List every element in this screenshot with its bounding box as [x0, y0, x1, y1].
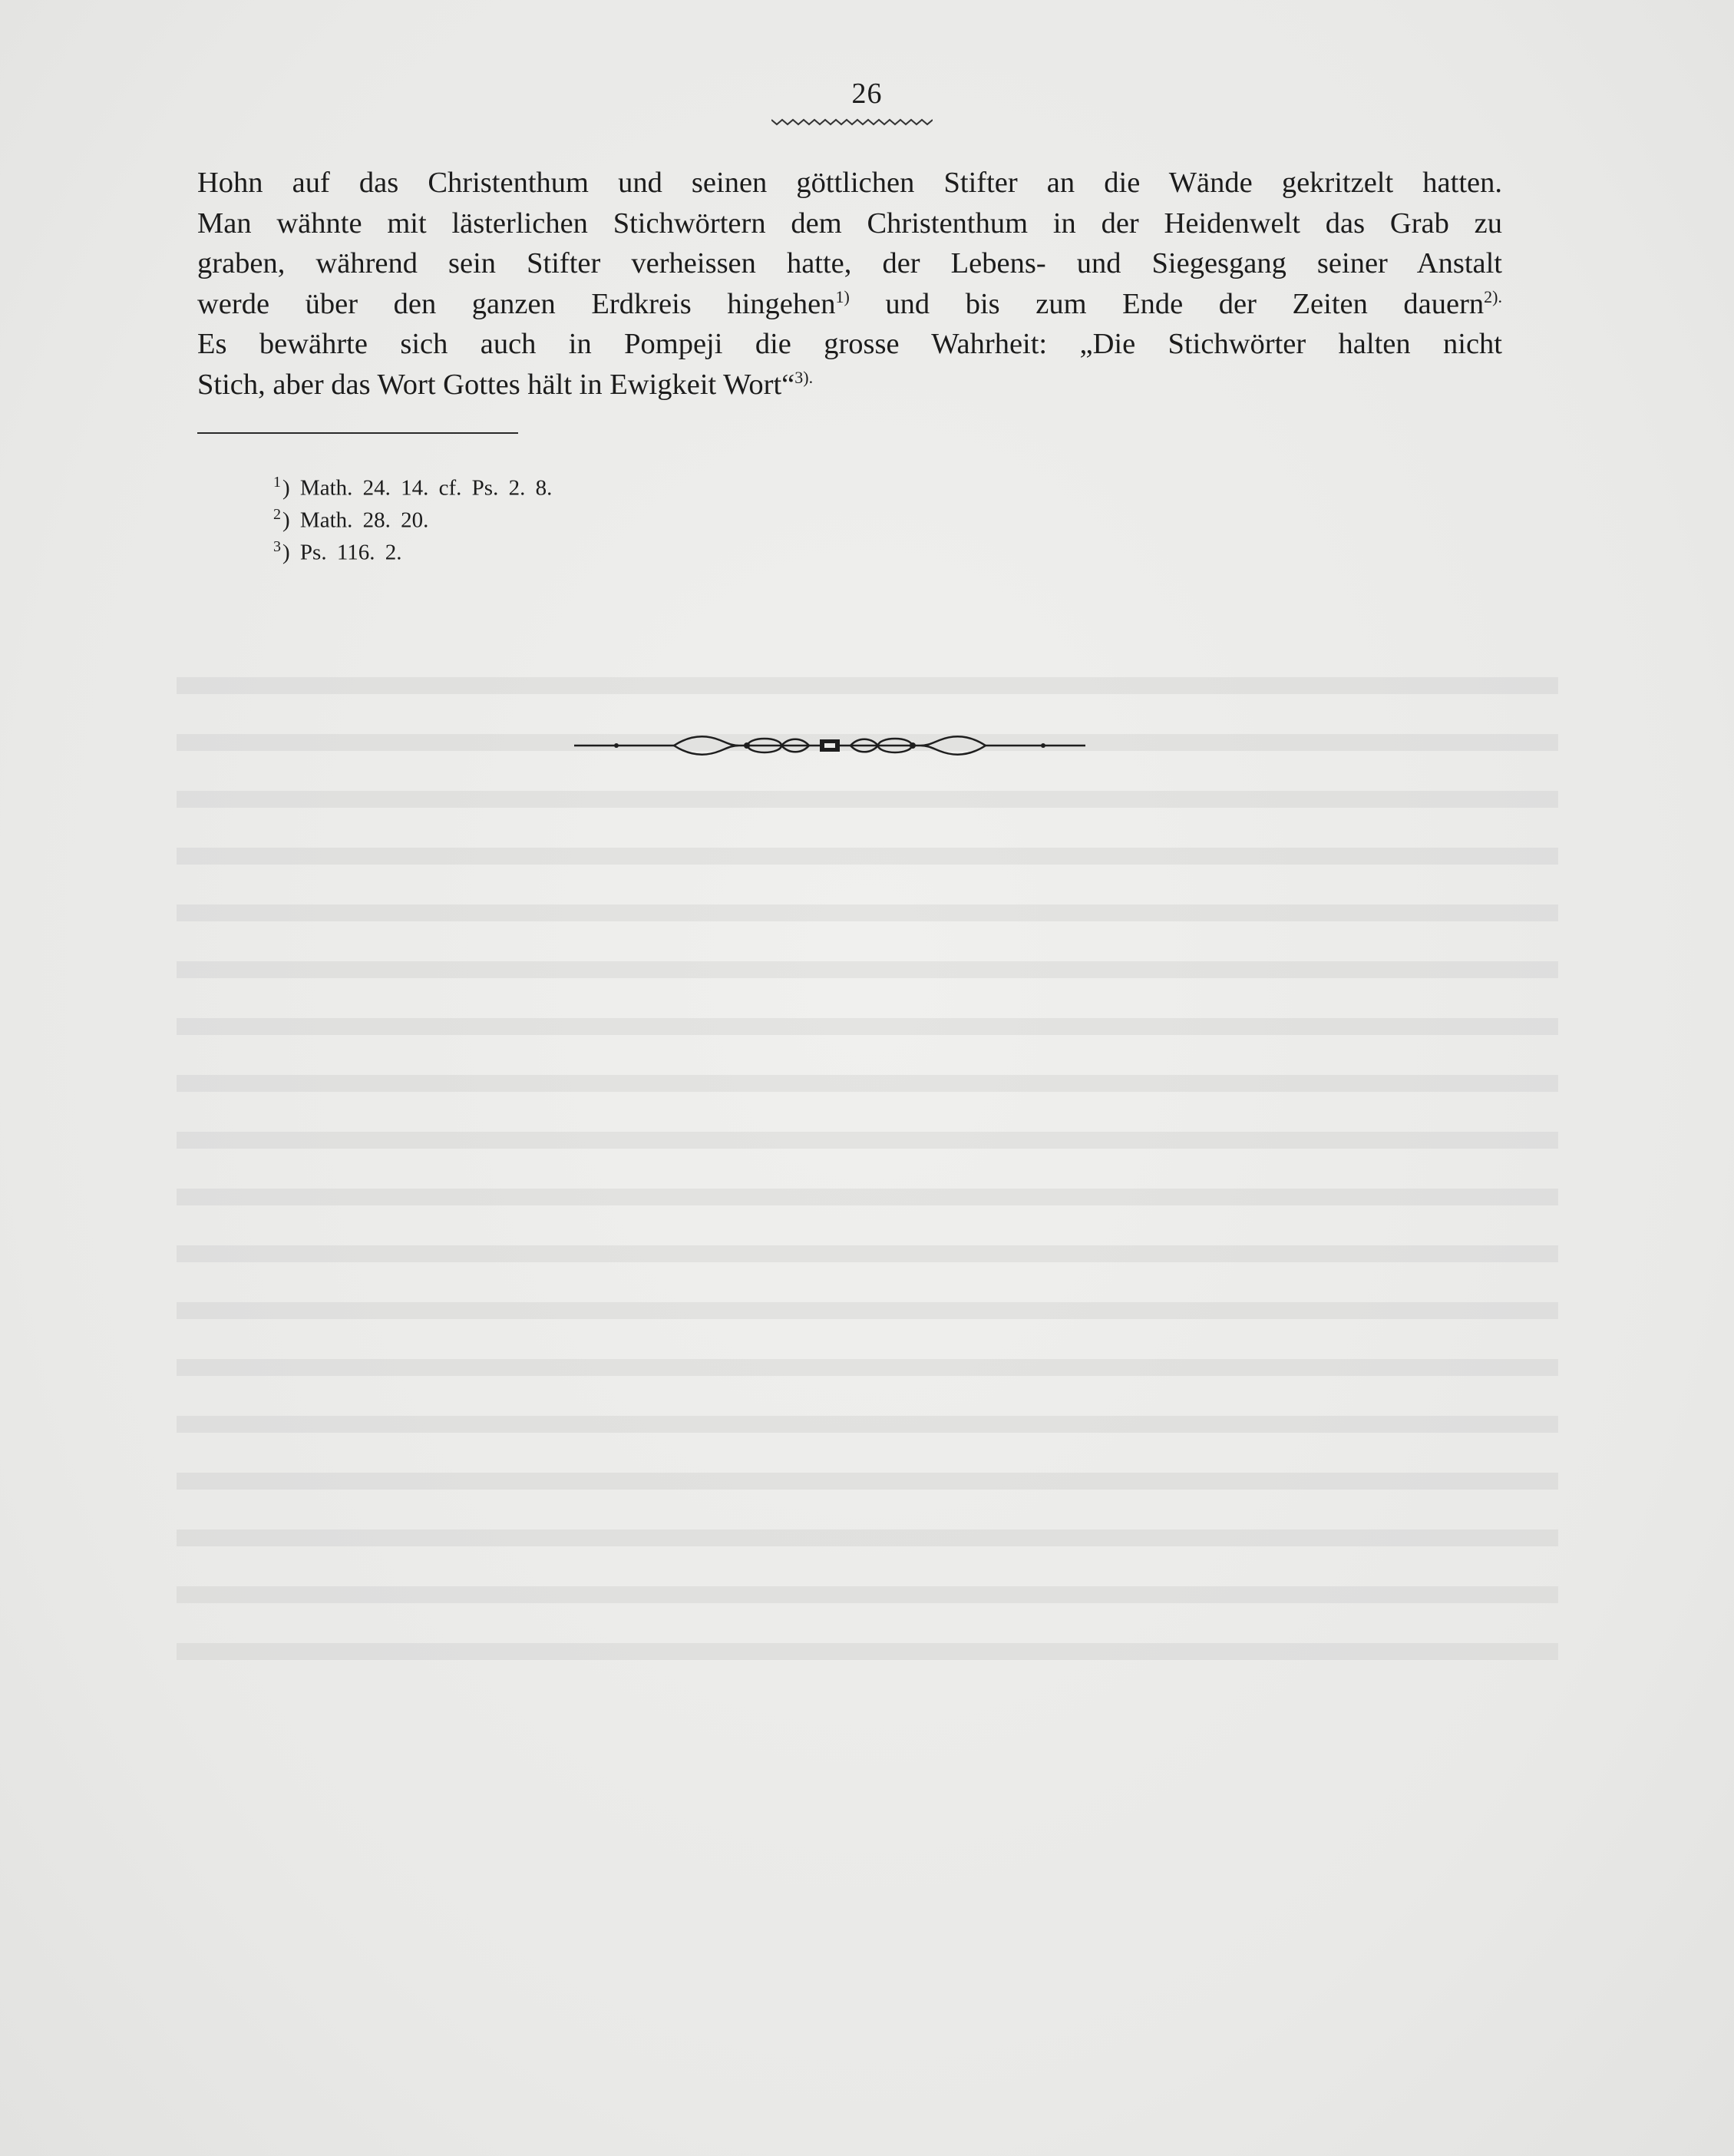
footnote-separator: [197, 432, 518, 434]
bleed-through-texture: [177, 637, 1558, 1904]
footnotes: [273, 466, 552, 563]
page-number: 26: [851, 78, 883, 110]
footnote: $^1$) Math. 24. 14. cf. Ps. 2. 8.: [273, 474, 553, 501]
footnote-reference: 2).: [1484, 286, 1502, 306]
decorative-divider-ornament: [574, 728, 1085, 763]
body-paragraph: [197, 163, 1502, 405]
footnote-marker: 3: [273, 538, 281, 555]
footnote-marker: 1: [273, 474, 281, 491]
footnote-marker: 2: [273, 506, 281, 523]
page-number-wavy-rule: [771, 117, 933, 127]
footnote-reference: 3).: [794, 367, 814, 387]
footnote: $^2$) Math. 28. 20.: [273, 506, 429, 533]
body-line: Es bewährte sich auch in Pompeji die grosse Wahrheit: „Die Stichwörter halten nicht: [197, 328, 1502, 360]
body-line: Hohn auf das Christenthum und seinen göttlichen Stifter an die Wände gekritzelt hatten.: [197, 167, 1502, 199]
body-line: graben, während sein Stifter verheissen hatte, der Lebens- und Siegesgang seiner Anstalt: [197, 247, 1502, 279]
body-line: Stich, aber das Wort Gottes hält in Ewigkeit Wort“$^{3).}$: [197, 367, 814, 401]
footnote: $^3$) Ps. 116. 2.: [273, 538, 402, 565]
footnote-reference: 1): [835, 286, 850, 306]
body-line: werde über den ganzen Erdkreis hingehen$^{1)}$ und bis zum Ende der Zeiten dauern$^{2).}$: [197, 286, 1502, 320]
body-line: Man wähnte mit lästerlichen Stichwörtern dem Christenthum in der Heidenwelt das Grab zu: [197, 207, 1502, 240]
